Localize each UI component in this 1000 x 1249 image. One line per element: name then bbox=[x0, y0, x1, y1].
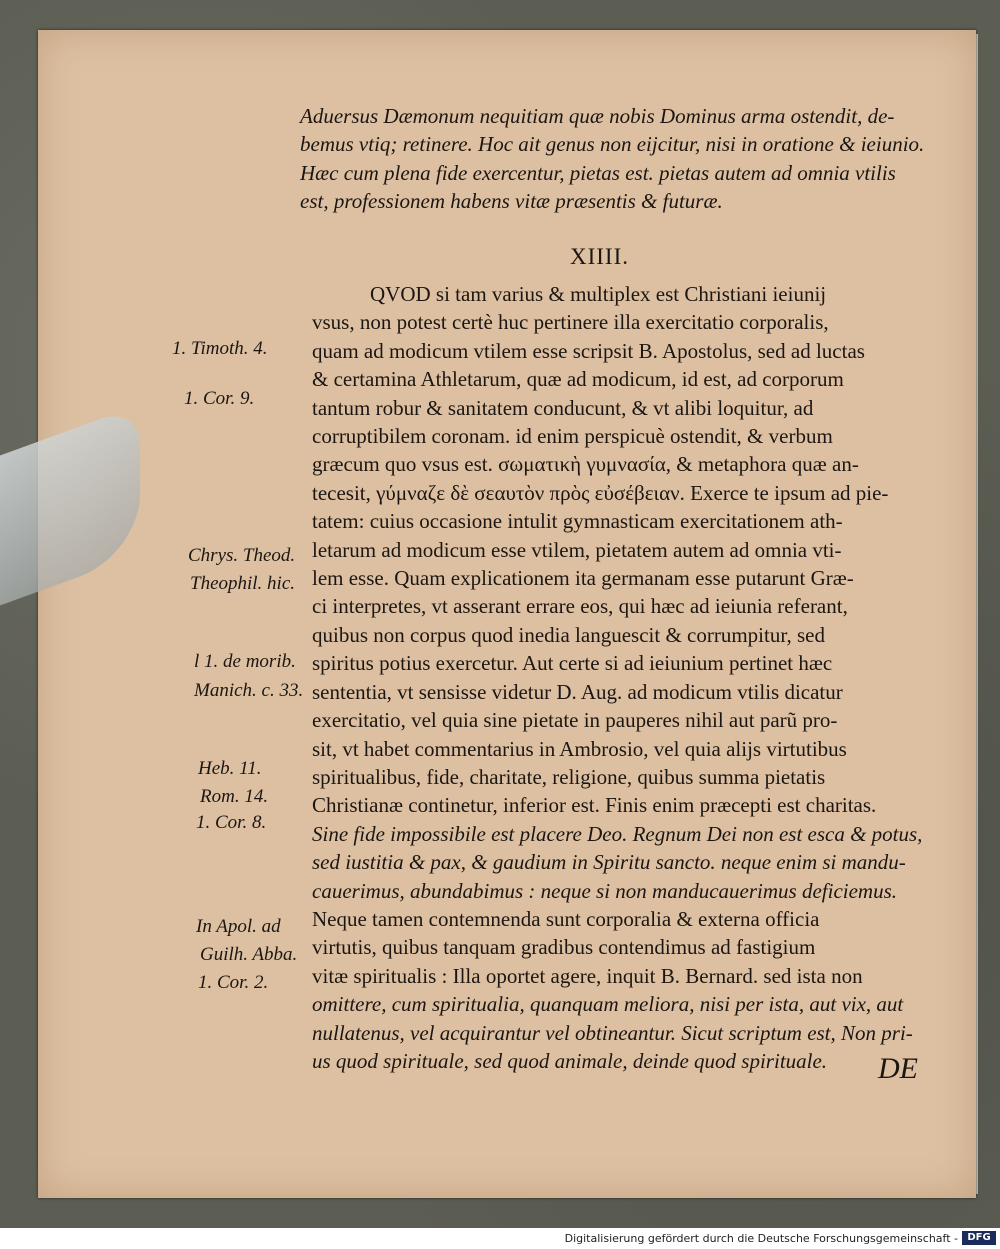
marginal-note: l 1. de morib. bbox=[194, 651, 296, 672]
body-line: quibus non corpus quod inedia languescit & corrumpitur, sed bbox=[312, 622, 825, 647]
body-line: sententia, vt sensisse videtur D. Aug. ad modicum vtilis dicatur bbox=[312, 679, 843, 704]
marginal-note: 1. Cor. 8. bbox=[196, 812, 267, 833]
marginal-note: Rom. 14. bbox=[200, 786, 269, 807]
marginal-note: 1. Cor. 2. bbox=[198, 972, 269, 993]
section-heading: XIIII. bbox=[570, 244, 629, 269]
body-line: sit, vt habet commentarius in Ambrosio, vel quia alijs virtutibus bbox=[312, 736, 847, 761]
body-line: letarum ad modicum esse vtilem, pietatem autem ad omnia vti- bbox=[312, 537, 842, 562]
intro-line: Aduersus Dæmonum nequitiam quæ nobis Dominus arma ostendit, de- bbox=[300, 104, 895, 128]
body-line: corruptibilem coronam. id enim perspicuè ostendit, & verbum bbox=[312, 424, 833, 449]
body-line: sed iustitia & pax, & gaudium in Spiritu sancto. neque enim si mandu- bbox=[312, 850, 906, 875]
body-line: tatem: cuius occasione intulit gymnasticam exercitationem ath- bbox=[312, 509, 843, 534]
body-line: us quod spirituale, sed quod animale, deinde quod spirituale. bbox=[312, 1048, 828, 1073]
body-line: tantum robur & sanitatem conducunt, & vt alibi loquitur, ad bbox=[312, 395, 814, 420]
body-line: lem esse. Quam explicationem ita germanam esse putarunt Græ- bbox=[312, 566, 854, 591]
footer-text: Digitalisierung gefördert durch die Deutsche Forschungsgemeinschaft - bbox=[564, 1232, 958, 1245]
marginal-note: Manich. c. 33. bbox=[194, 680, 304, 701]
body-line: virtutis, quibus tanquam gradibus contendimus ad fastigium bbox=[312, 935, 816, 960]
body-line: cauerimus, abundabimus : neque si non manducauerimus deficiemus. bbox=[312, 878, 898, 903]
body-line: tecesit, γύμναζε δὲ σεαυτὸν πρὸς εὐσέβειαν. Exerce te ipsum ad pie- bbox=[312, 480, 889, 505]
intro-line: Hæc cum plena fide exercentur, pietas est. pietas autem ad omnia vtilis bbox=[300, 160, 896, 185]
marginal-note: Chrys. Theod. bbox=[188, 545, 296, 566]
intro-line: est, professionem habens vitæ præsentis & futuræ. bbox=[300, 189, 723, 214]
main-paragraph bbox=[312, 280, 942, 1075]
body-line: spiritualibus, fide, charitate, religione, quibus summa pietatis bbox=[312, 764, 826, 789]
body-line: Christianæ continetur, inferior est. Finis enim præcepti est charitas. bbox=[312, 793, 877, 818]
marginal-note: 1. Cor. 9. bbox=[184, 388, 255, 409]
body-line: quam ad modicum vtilem esse scripsit B. Apostolus, sed ad luctas bbox=[312, 338, 865, 363]
body-line: QVOD si tam varius & multiplex est Christiani ieiunij bbox=[370, 282, 827, 306]
marginal-note: 1. Timoth. 4. bbox=[172, 338, 268, 359]
catchword: DE bbox=[878, 1052, 918, 1085]
dfg-logo: DFG bbox=[962, 1231, 996, 1245]
body-line: nullatenus, vel acquirantur vel obtineantur. Sicut scriptum est, Non pri- bbox=[312, 1020, 913, 1045]
body-line: omittere, cum spiritualia, quanquam meliora, nisi per ista, aut vix, aut bbox=[312, 992, 904, 1017]
body-line: vitæ spiritualis : Illa oportet agere, inquit B. Bernard. sed ista non bbox=[312, 963, 863, 988]
body-line: vsus, non potest certè huc pertinere illa exercitatio corporalis, bbox=[312, 310, 829, 335]
marginal-note: Theophil. hic. bbox=[190, 573, 296, 594]
body-line: exercitatio, vel quia sine pietate in pauperes nihil aut parũ pro- bbox=[312, 708, 838, 733]
intro-line: bemus vtiq; retinere. Hoc ait genus non eijcitur, nisi in oratione & ieiunio. bbox=[300, 132, 925, 157]
body-line: Neque tamen contemnenda sunt corporalia & externa officia bbox=[312, 906, 820, 931]
footer-bar bbox=[0, 1228, 1000, 1249]
body-line: græcum quo vsus est. σωματικὴ γυμνασία, & metaphora quæ an- bbox=[312, 452, 859, 477]
marginal-note: Heb. 11. bbox=[198, 758, 262, 779]
marginal-note: Guilh. Abba. bbox=[200, 944, 298, 965]
marginal-note: In Apol. ad bbox=[196, 916, 281, 937]
body-line: Sine fide impossibile est placere Deo. Regnum Dei non est esca & potus, bbox=[312, 821, 923, 846]
body-line: spiritus potius exercetur. Aut certe si ad ieiunium pertinet hæc bbox=[312, 651, 833, 676]
body-line: & certamina Athletarum, quæ ad modicum, id est, ad corporum bbox=[312, 367, 844, 392]
intro-paragraph bbox=[300, 102, 940, 216]
body-line: ci interpretes, vt asserant errare eos, qui hæc ad ieiunia referant, bbox=[312, 594, 848, 619]
